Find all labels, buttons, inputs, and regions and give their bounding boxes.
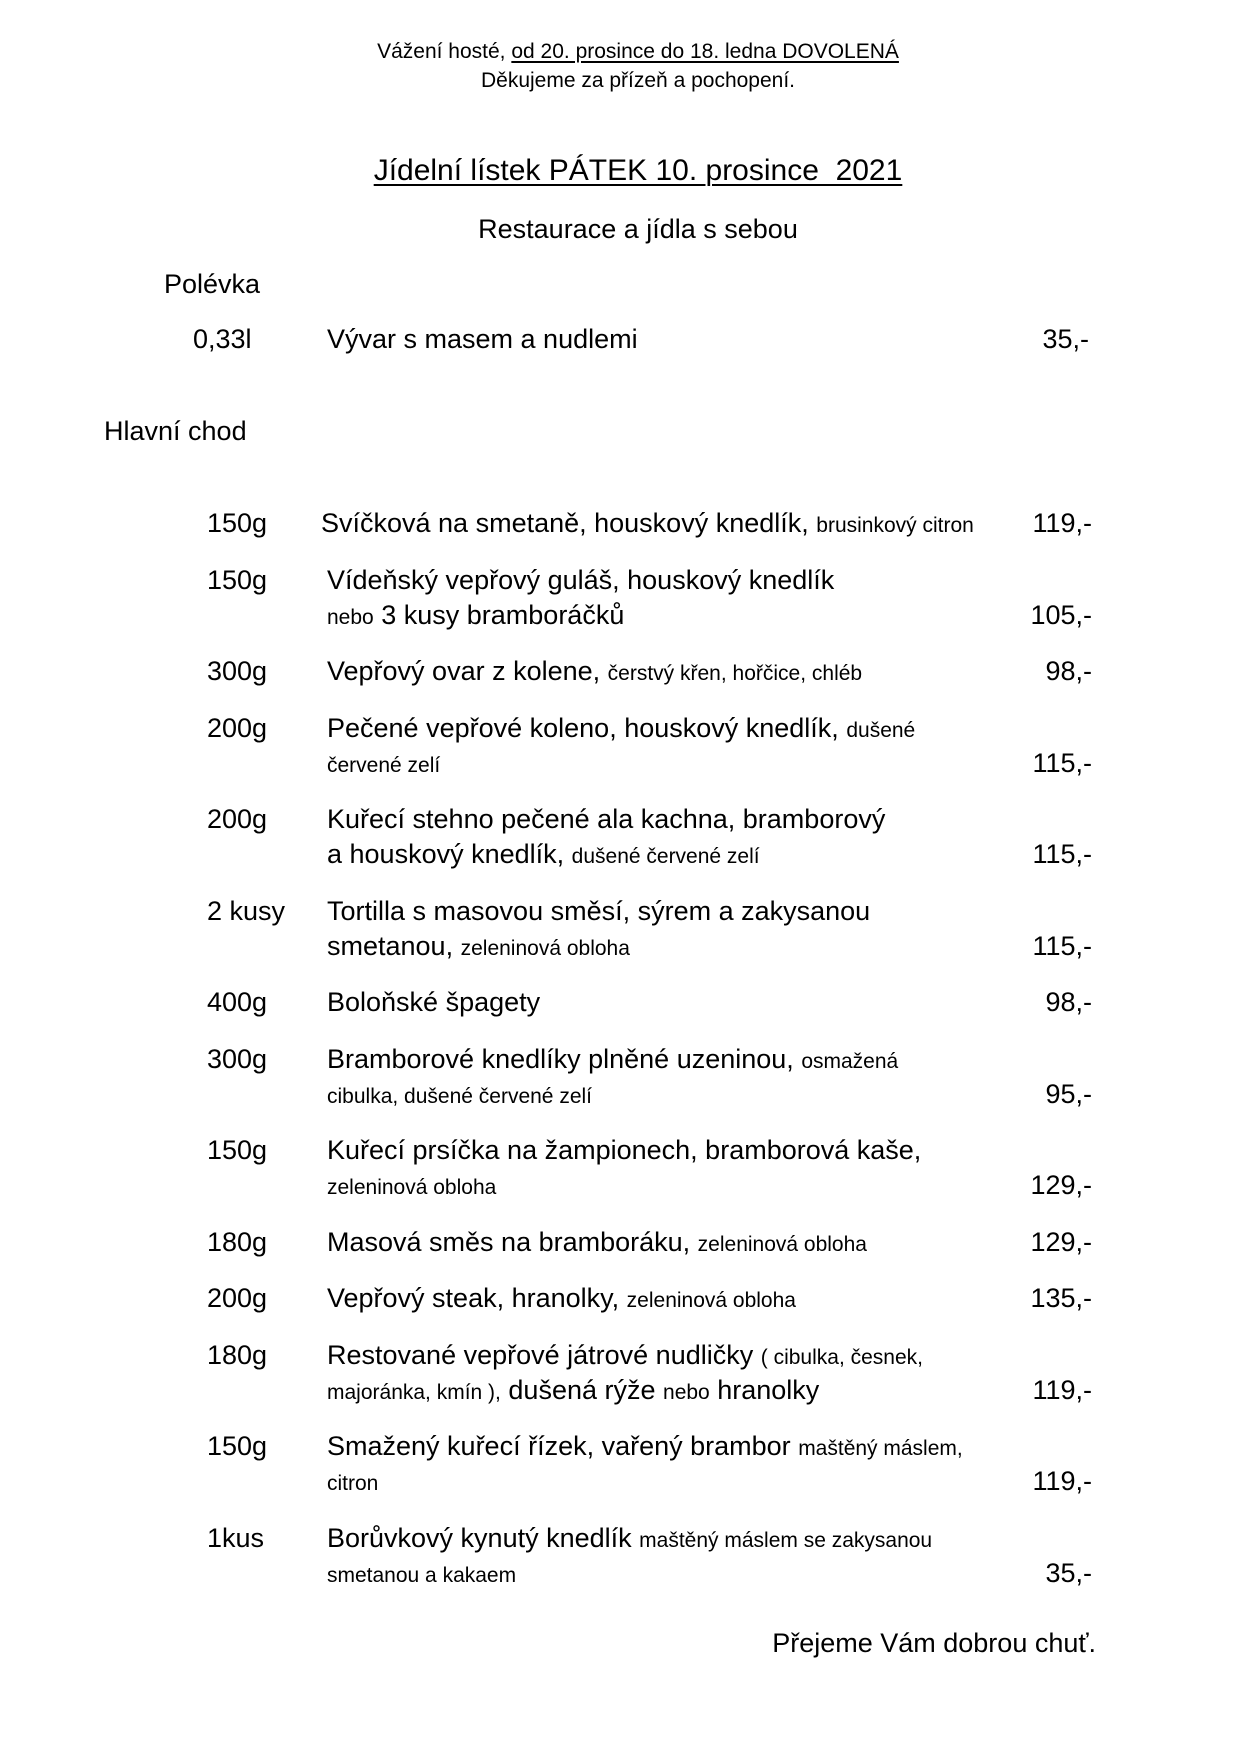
dish-name: Vepřový steak, hranolky, (327, 1283, 620, 1313)
item-line (327, 746, 1241, 781)
item-portion: 150g (207, 508, 268, 538)
item-price: 119,- (1032, 508, 1092, 538)
item-portion: 300g (207, 656, 268, 686)
item-line (327, 654, 1241, 689)
item-portion: 180g (207, 1226, 268, 1257)
dish-name: dušená rýže (508, 1374, 656, 1405)
dish-note: citron (327, 1472, 379, 1495)
item-description (327, 894, 1241, 964)
menu-item (0, 654, 1241, 689)
item-line (327, 1338, 1241, 1373)
menu-item (0, 1338, 1241, 1408)
item-price: 119,- (1032, 1466, 1092, 1496)
item-line (327, 1281, 1241, 1316)
menu-item (0, 1133, 1241, 1203)
item-line (327, 1168, 1241, 1203)
item-line (327, 985, 1241, 1020)
item-line (327, 1556, 1241, 1591)
item-line (327, 1077, 1241, 1112)
dish-note: ( cibulka, česnek, (760, 1345, 923, 1369)
item-portion: 200g (207, 1283, 268, 1313)
item-line (327, 837, 1241, 872)
menu-item (0, 506, 1241, 541)
item-description (327, 802, 1241, 872)
item-portion: 200g (207, 804, 268, 834)
menu-item (0, 1281, 1241, 1316)
dish-name: hranolky (717, 1374, 820, 1405)
item-line (327, 1429, 1241, 1464)
dish-note: nebo (327, 605, 374, 629)
dish-note: zeleninová obloha (460, 936, 630, 960)
item-description (327, 711, 1241, 781)
closing-wish: Přejeme Vám dobrou chuť. (772, 1628, 1096, 1658)
item-line (327, 1042, 1241, 1077)
main-course-list (0, 506, 1241, 1612)
item-price: 115,- (1032, 839, 1092, 869)
dish-note: maštěný máslem, (798, 1437, 963, 1460)
item-description (327, 1042, 1241, 1112)
dish-note: osmažená (801, 1049, 899, 1073)
item-price: 115,- (1032, 930, 1092, 961)
holiday-notice (238, 39, 1038, 65)
item-portion: 1kus (207, 1522, 265, 1553)
notice-greeting: Vážení hosté, (377, 40, 506, 63)
menu-item (0, 802, 1241, 872)
item-line (327, 563, 1241, 598)
item-description (327, 1521, 1241, 1591)
dish-note: zeleninová obloha (697, 1232, 867, 1256)
item-portion: 200g (207, 712, 268, 743)
menu-item (0, 1042, 1241, 1112)
soup-item (0, 322, 1241, 357)
dish-note: cibulka, dušené červené zelí (327, 1084, 592, 1108)
menu-item (0, 1521, 1241, 1591)
item-description (327, 322, 1241, 357)
dish-name: Tortilla s masovou směsí, sýrem a zakysanou (327, 895, 871, 926)
item-price: 98,- (1045, 656, 1092, 686)
item-line (327, 1133, 1241, 1168)
item-price: 98,- (1045, 987, 1092, 1017)
dish-name: Bramborové knedlíky plněné uzeninou, (327, 1043, 794, 1074)
dish-note: dušené (846, 718, 916, 742)
dish-note: majoránka, kmín ), (327, 1380, 501, 1404)
item-line (327, 598, 1241, 633)
item-price: 35,- (1042, 324, 1089, 354)
item-description (321, 506, 1241, 541)
menu-subtitle: Restaurace a jídla s sebou (478, 214, 798, 244)
menu-item (0, 1429, 1241, 1499)
item-price: 129,- (1030, 1226, 1092, 1257)
item-description (327, 654, 1241, 689)
item-portion: 150g (207, 1135, 268, 1165)
notice-thanks: Děkujeme za přízeň a pochopení. (480, 69, 796, 92)
dish-note: brusinkový citron (816, 514, 974, 537)
menu-item (0, 894, 1241, 964)
item-description (327, 1281, 1241, 1316)
item-description (327, 1133, 1241, 1203)
dish-name: Boloňské špagety (327, 987, 541, 1017)
item-description (327, 1429, 1241, 1499)
notice-holiday: od 20. prosince do 18. ledna DOVOLENÁ (511, 40, 899, 63)
item-description (327, 985, 1241, 1020)
item-line (327, 802, 1241, 837)
dish-note: zeleninová obloha (327, 1176, 497, 1199)
dish-name: Pečené vepřové koleno, houskový knedlík, (327, 712, 839, 743)
item-price: 129,- (1030, 1170, 1092, 1200)
menu-item (0, 1225, 1241, 1260)
item-line (327, 322, 1241, 357)
dish-name: smetanou, (327, 930, 454, 961)
item-portion: 300g (207, 1043, 268, 1074)
item-line (327, 894, 1241, 929)
dish-name: Kuřecí prsíčka na žampionech, bramborová kaše, (327, 1135, 922, 1165)
item-price: 35,- (1045, 1557, 1092, 1588)
dish-note: červené zelí (327, 753, 441, 777)
dish-name: Kuřecí stehno pečené ala kachna, bramborový (327, 804, 886, 834)
dish-name: Masová směs na bramboráku, (327, 1226, 691, 1257)
item-portion: 150g (207, 1431, 268, 1461)
dish-name: Borůvkový kynutý knedlík (327, 1522, 632, 1553)
item-price: 105,- (1030, 599, 1092, 630)
item-portion: 0,33l (193, 324, 252, 354)
item-price: 135,- (1030, 1283, 1092, 1313)
item-portion: 400g (207, 987, 268, 1017)
item-portion: 150g (207, 564, 268, 595)
menu-title: Jídelní lístek PÁTEK 10. prosince 2021 (373, 154, 903, 187)
item-price: 115,- (1032, 747, 1092, 778)
item-line (327, 1225, 1241, 1260)
menu-item (0, 563, 1241, 633)
item-price: 119,- (1032, 1374, 1092, 1405)
dish-note: dušené červené zelí (571, 845, 760, 868)
item-portion: 2 kusy (207, 895, 286, 926)
dish-name: Svíčková na smetaně, houskový knedlík, (321, 508, 809, 538)
item-line (327, 1464, 1241, 1499)
item-price: 95,- (1045, 1078, 1092, 1109)
dish-note: maštěný máslem se zakysanou (639, 1528, 933, 1552)
soup-heading: Polévka (164, 269, 261, 299)
dish-note: čerstvý křen, hořčice, chléb (607, 662, 863, 685)
dish-note: zeleninová obloha (626, 1289, 796, 1312)
item-line (327, 929, 1241, 964)
item-line (327, 711, 1241, 746)
item-description (327, 1225, 1241, 1260)
item-portion: 180g (207, 1339, 268, 1370)
item-line (327, 1521, 1241, 1556)
dish-name: Smažený kuřecí řízek, vařený brambor (327, 1431, 791, 1461)
menu-item (0, 985, 1241, 1020)
dish-name: 3 kusy bramboráčků (381, 599, 625, 630)
main-course-heading: Hlavní chod (104, 416, 247, 446)
dish-note: smetanou a kakaem (327, 1563, 517, 1587)
dish-name: Vídeňský vepřový guláš, houskový knedlík (327, 564, 835, 595)
dish-name: a houskový knedlík, (327, 839, 565, 869)
menu-item (0, 711, 1241, 781)
item-line (327, 1373, 1241, 1408)
dish-name: Vepřový ovar z kolene, (327, 656, 601, 686)
item-description (327, 563, 1241, 633)
dish-name: Restované vepřové játrové nudličky (327, 1339, 754, 1370)
dish-note: nebo (663, 1380, 710, 1404)
item-description (327, 1338, 1241, 1408)
dish-name: Vývar s masem a nudlemi (327, 324, 638, 354)
item-line (321, 506, 1241, 541)
